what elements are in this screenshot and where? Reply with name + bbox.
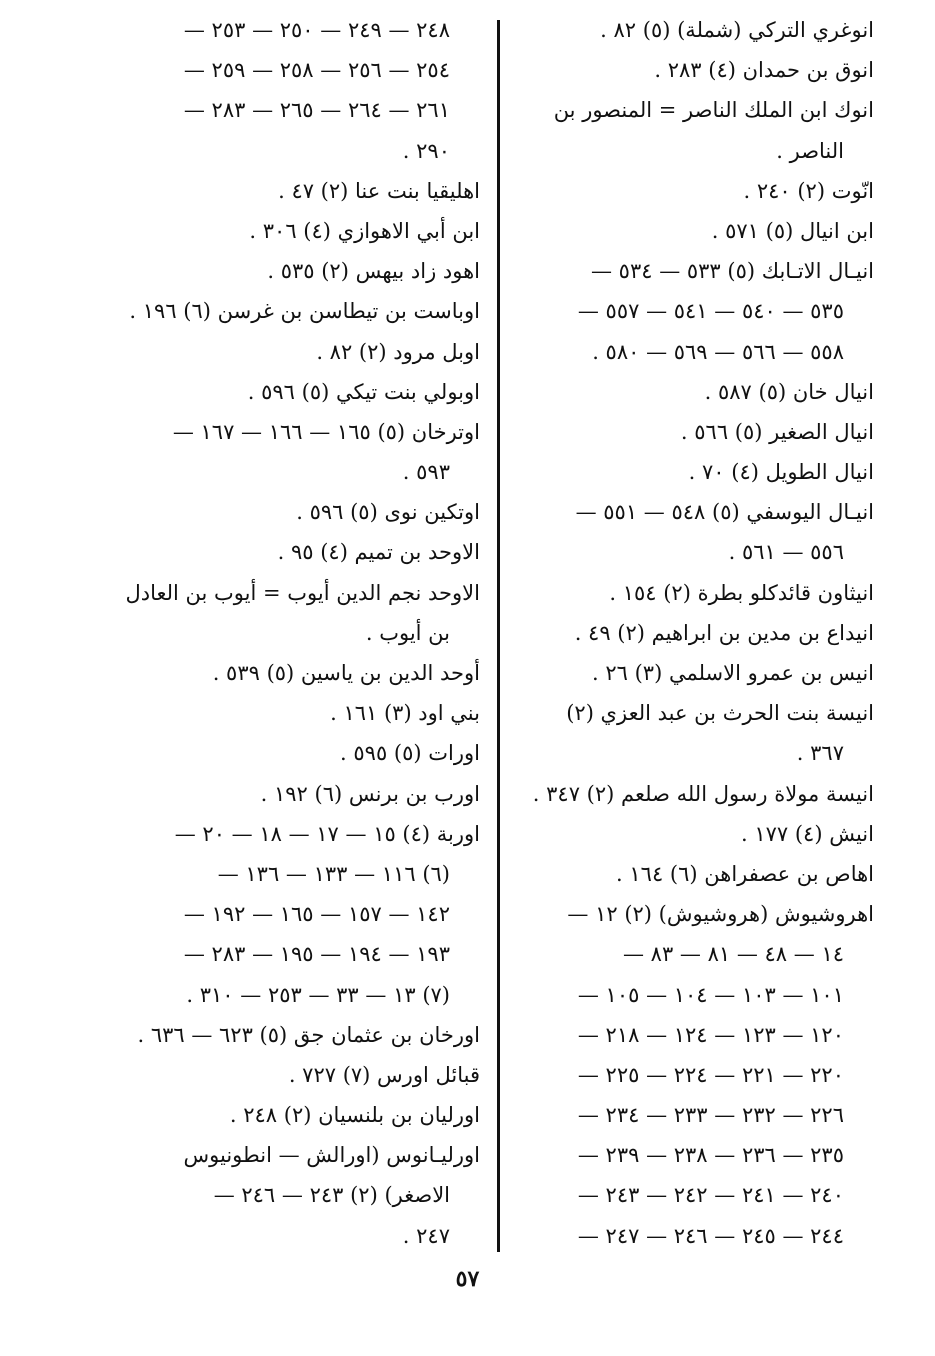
index-entry-continuation: ٥٩٣ . — [402, 460, 450, 485]
index-entry: انيال الطويل (٤) ٧٠ . — [688, 460, 874, 485]
index-entry: انيش (٤) ١٧٧ . — [740, 821, 874, 846]
index-entry: قبائل اورس (٧) ٧٢٧ . — [288, 1062, 480, 1087]
index-entry: اهليقيا بنت عنا (٢) ٤٧ . — [278, 178, 480, 203]
index-entry: الاوحد نجم الدين أيوب = أيوب بن العادل — [125, 580, 480, 605]
index-entry-continuation: ٢٩٠ . — [402, 138, 450, 163]
index-entry-continuation: ٥٥٦ — ٥٦١ . — [728, 540, 844, 565]
index-entry: انوغري التركي (شملة) (٥) ٨٢ . — [600, 18, 874, 42]
index-entry-continuation: ٣٦٧ . — [796, 741, 844, 766]
index-entry: أوحد الدين بن ياسين (٥) ٥٣٩ . — [212, 661, 480, 685]
index-entry: انّوت (٢) ٢٤٠ . — [743, 178, 874, 203]
index-entry: اوترخان (٥) ١٦٥ — ١٦٦ — ١٦٧ — — [172, 419, 480, 444]
index-entry-continuation: ٢٤٧ . — [402, 1223, 450, 1248]
index-entry: انيسة بنت الحرث بن عبد العزي (٢) — [566, 701, 874, 726]
index-entry: انوق بن حمدان (٤) ٢٨٣ . — [654, 58, 874, 83]
index-entry: انيـال الاتـابك (٥) ٥٣٣ — ٥٣٤ — — [590, 259, 874, 284]
index-entry: اوباست بن تيطاسن بن غرسن (٦) ١٩٦ . — [129, 299, 480, 324]
index-entry: اورليان بن بلنسيان (٢) ٢٤٨ . — [229, 1103, 480, 1128]
index-entry-continuation: ٢٤٤ — ٢٤٥ — ٢٤٦ — ٢٤٧ — — [577, 1223, 844, 1248]
index-entry-continuation: ٥٥٨ — ٥٦٦ — ٥٦٩ — ٥٨٠ . — [592, 339, 844, 364]
index-entry: انيـال اليوسفي (٥) ٥٤٨ — ٥٥١ — — [575, 500, 874, 525]
index-entry: اوربة (٤) ١٥ — ١٧ — ١٨ — ٢٠ — — [174, 821, 480, 846]
page-number: ٥٧ — [455, 1266, 480, 1292]
index-entry: اهود زاد بيهس (٢) ٥٣٥ . — [267, 259, 480, 284]
index-entry: اورب بن برنس (٦) ١٩٢ . — [260, 781, 480, 806]
right-column — [512, 10, 874, 1256]
index-entry: انيس بن عمرو الاسلمي (٣) ٢٦ . — [592, 661, 874, 685]
index-entry-continuation: ٢٥٤ — ٢٥٦ — ٢٥٨ — ٢٥٩ — — [183, 58, 450, 83]
index-entry-continuation: بن أيوب . — [365, 620, 450, 645]
index-entry: انيثاون قائدكلو بطرة (٢) ١٥٤ . — [609, 580, 874, 605]
index-entry-continuation: الاصغر) (٢) ٢٤٣ — ٢٤٦ — — [213, 1183, 450, 1208]
index-entry: اورليـانوس (اورالش — انطونيوس — [183, 1143, 480, 1168]
index-entry-continuation: ١٩٣ — ١٩٤ — ١٩٥ — ٢٨٣ — — [183, 942, 450, 967]
index-entry: الاوحد بن تميم (٤) ٩٥ . — [277, 540, 480, 565]
index-entry: ابن أبي الاهوازي (٤) ٣٠٦ . — [249, 218, 480, 243]
index-entry-continuation: (٦) ١١٦ — ١٣٣ — ١٣٦ — — [217, 861, 450, 886]
index-entry-continuation: ٥٣٥ — ٥٤٠ — ٥٤١ — ٥٥٧ — — [577, 299, 844, 324]
index-entry: اوتكين نوى (٥) ٥٩٦ . — [296, 500, 480, 525]
index-entry: انيسة مولاة رسول الله صلعم (٢) ٣٤٧ . — [532, 781, 874, 806]
index-entry: انوك ابن الملك الناصر = المنصور بن — [553, 98, 874, 123]
index-entry: اهروشيوش (هروشيوش) (٢) ١٢ — — [567, 902, 874, 927]
index-entry-continuation: ١٤٢ — ١٥٧ — ١٦٥ — ١٩٢ — — [183, 902, 450, 927]
index-entry: ابن انيال (٥) ٥٧١ . — [711, 218, 874, 243]
index-entry-continuation: الناصر . — [776, 138, 844, 163]
index-entry: انيال الصغير (٥) ٥٦٦ . — [680, 419, 874, 444]
index-entry: اورات (٥) ٥٩٥ . — [340, 741, 480, 766]
index-entry: اوبولي بنت تيكي (٥) ٥٩٦ . — [247, 379, 480, 404]
index-entry: اهاص بن عصفراهن (٦) ١٦٤ . — [616, 861, 874, 886]
index-entry: انيداع بن مدين بن ابراهيم (٢) ٤٩ . — [574, 620, 874, 645]
index-entry-continuation: ١٢٠ — ١٢٣ — ١٢٤ — ٢١٨ — — [577, 1022, 844, 1047]
index-entry-continuation: ٢٢٦ — ٢٣٢ — ٢٣٣ — ٢٣٤ — — [577, 1103, 844, 1128]
index-entry-continuation: ٢٦١ — ٢٦٤ — ٢٦٥ — ٢٨٣ — — [183, 98, 450, 123]
index-entry: انيال خان (٥) ٥٨٧ . — [704, 379, 874, 404]
column-divider — [497, 20, 500, 1252]
index-entry-continuation: ١٠١ — ١٠٣ — ١٠٤ — ١٠٥ — — [577, 982, 844, 1007]
index-entry-continuation: ٢٤٨ — ٢٤٩ — ٢٥٠ — ٢٥٣ — — [183, 18, 450, 42]
index-entry-continuation: ٢٢٠ — ٢٢١ — ٢٢٤ — ٢٢٥ — — [577, 1062, 844, 1087]
index-entry-continuation: ٢٣٥ — ٢٣٦ — ٢٣٨ — ٢٣٩ — — [577, 1143, 844, 1168]
index-entry-continuation: (٧) ١٣ — ٣٣ — ٢٥٣ — ٣١٠ . — [186, 982, 450, 1007]
index-entry-continuation: ٢٤٠ — ٢٤١ — ٢٤٢ — ٢٤٣ — — [577, 1183, 844, 1208]
left-column — [110, 10, 480, 1256]
index-entry: اورخان بن عثمان جق (٥) ٦٢٣ — ٦٣٦ . — [137, 1022, 480, 1047]
index-entry-continuation: ١٤ — ٤٨ — ٨١ — ٨٣ — — [622, 942, 844, 967]
index-entry: اوبل مرود (٢) ٨٢ . — [316, 339, 480, 364]
index-entry: بني اود (٣) ١٦١ . — [330, 701, 480, 726]
